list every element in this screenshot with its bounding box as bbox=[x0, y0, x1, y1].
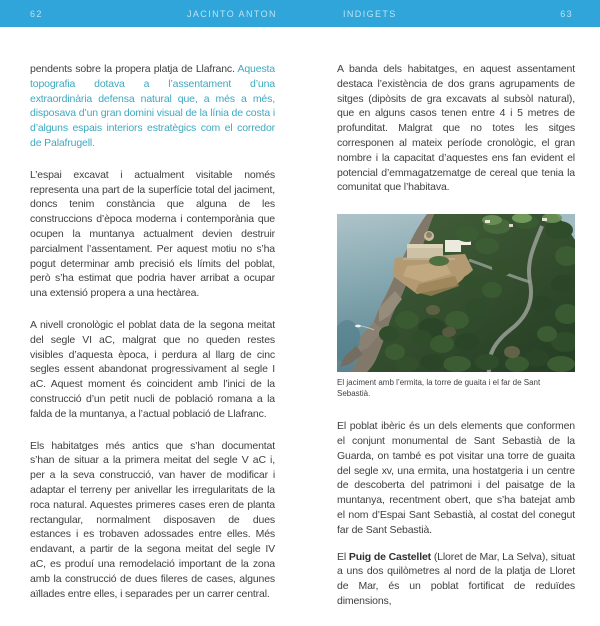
paragraph-sant-sebastia: El poblat ibèric és un dels elements que conformen el conjunt monumental de Sant Sebastià de la Guarda, on també es pot visitar una torre de guaita del segle xv, una ermita, una hostatgeria i un centre de descoberta del patrimoni i del paisatge de la muntanya, recentment obert, que s’ha batejat amb el nom d’Espai Sant Sebastià, al costat del conegut far de Sant Sebastià. bbox=[337, 420, 575, 536]
site-name-bold: Puig de Castellet bbox=[348, 550, 432, 563]
paragraph-oldest-dwellings: Els habitatges més antics que s’han documentat s’han de situar a la primera meitat del segle V aC i, per a la seva construcció, van haver de modificar i adaptar el terreny per anivellar les irregularitats de la roca natural. Aquestes primeres cases eren de planta rectangular, normalment disposaven de dues estances i es trobaven adossades entre elles. Més endavant, a partir de la segona meitat del segle IV aC, es produí una remodelació important de la zona amb la construcció de dues fileres de cases, algunes aïllades entre elles, i separades per un carrer central. bbox=[30, 439, 275, 600]
running-head-section: INDIGETS bbox=[343, 9, 397, 19]
aerial-photo-figure bbox=[337, 214, 575, 399]
paragraph-llafranc-topography bbox=[30, 62, 275, 151]
paragraph-text: (Lloret de Mar, La Selva), situat a uns dos quilòmetres al nord de la platja de Lloret de Mar, és un poblat fortificat de reduïdes dimensions, bbox=[337, 550, 575, 607]
left-page-column bbox=[30, 62, 275, 618]
aerial-photo bbox=[337, 214, 575, 372]
right-page-column bbox=[337, 62, 575, 626]
photo-caption: El jaciment amb l’ermita, la torre de guaita i el far de Sant Sebastià. bbox=[337, 378, 541, 399]
page-number-right: 63 bbox=[560, 9, 573, 19]
paragraph-text: El bbox=[337, 550, 349, 563]
paragraph-text: pendents sobre la propera platja de Llafranc. bbox=[30, 63, 238, 75]
header-bar bbox=[0, 0, 600, 27]
highlighted-text: Aquesta topografia dotava a l’assentament d’una extraordinària defensa natural que, a més a més, disposava d’un gran domini visual de la línia de costa i d’alguns espais interiors estratègics com el corredor de Palafrugell. bbox=[30, 63, 275, 149]
paragraph-silos: A banda dels habitatges, en aquest assentament destaca l’existència de dos grans agrupaments de sitges (dipòsits de gra excavats al subsòl natural), que en alguns casos tenen entre 4 i 5 metres de profunditat. Malgrat que no totes les sitges corresponen al mateix període cronològic, el gran nombre i la capacitat d’aquestes ens fan evident el potencial d’emmagatzematge de cereal que tenia la comunitat que l’habitava. bbox=[337, 63, 575, 194]
paragraph-excavated-space: L’espai excavat i actualment visitable només representa una part de la superfície total del jaciment, doncs tenim constància que alguna de les construccions d’època moderna i contemporània que ocupen la muntanya actualment devien destruir parcialment l’assentament. Per aquest motiu no s’ha pogut determinar amb precisió els límits del poblat, però s’ha estimat que podria haver arribat a ocupar una extensió propera a una hectàrea. bbox=[30, 168, 275, 300]
page-number-left: 62 bbox=[30, 9, 43, 19]
running-head-author: JACINTO ANTON bbox=[187, 9, 277, 19]
paragraph-chronology: A nivell cronològic el poblat data de la segona meitat del segle VI aC, malgrat que no queden restes visibles d’aquesta època, i perdura al llarg de cinc segles essent abandonat progressivament al segle I aC. Aquest moment és coincident amb l’inici de la construcció d’un petit nucli de població romana a la falda de la muntanya, a l’actual població de Llafranc. bbox=[30, 318, 275, 420]
